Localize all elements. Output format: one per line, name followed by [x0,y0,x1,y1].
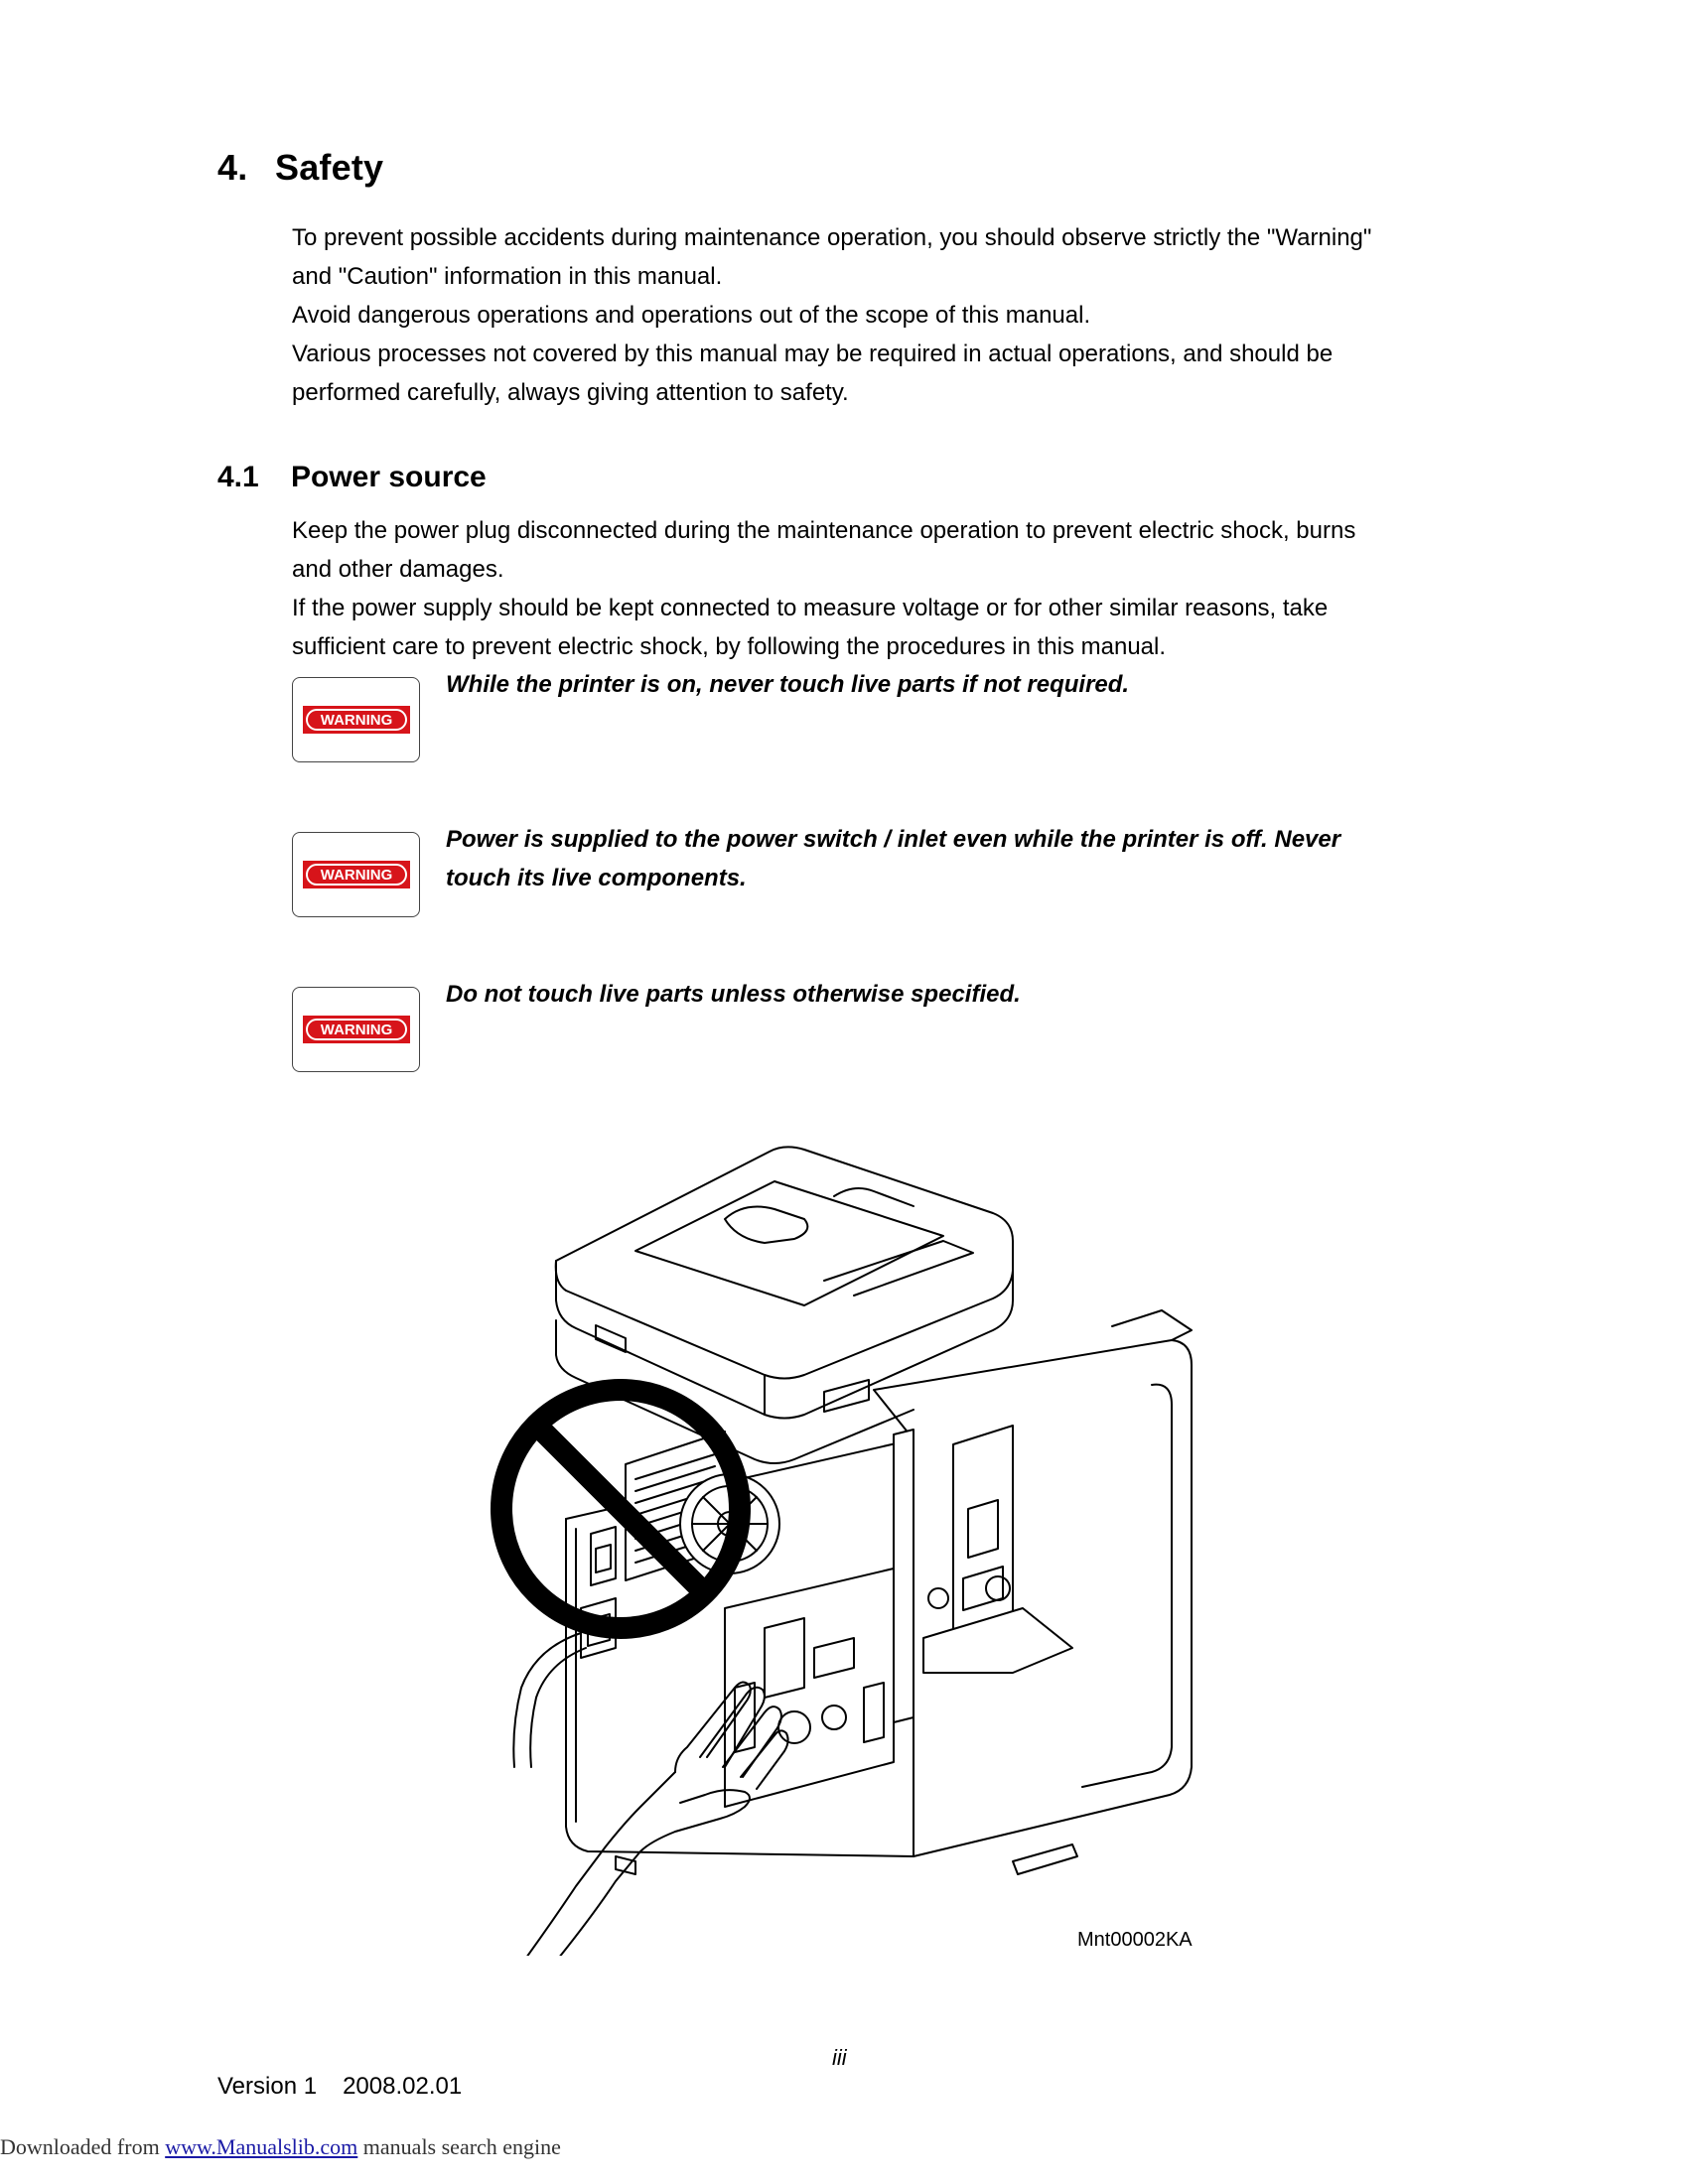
warning-notice [292,826,1483,923]
intro-line: and "Caution" information in this manual. [292,263,723,290]
warning-text [446,820,1459,897]
download-prefix: Downloaded from [0,2134,166,2159]
warning-badge-text: WARNING [320,867,393,884]
warning-label [292,832,420,917]
download-footer [0,2134,561,2160]
warning-text-line: Power is supplied to the power switch / inlet even while the printer is off. Never [446,826,1341,853]
intro-paragraph [292,218,1483,412]
warning-text [446,665,1459,704]
warning-badge-text: WARNING [320,1022,393,1038]
warning-text-line: While the printer is on, never touch live parts if not required. [446,671,1130,698]
download-suffix: manuals search engine [357,2134,561,2159]
version-date: 2008.02.01 [343,2073,463,2100]
warning-notice [292,981,1483,1078]
page-number: iii [832,2045,847,2070]
intro-line: Various processes not covered by this manual may be required in actual operations, and should be [292,341,1334,367]
section-number: 4. [217,147,248,188]
warning-notice [292,671,1483,768]
section-title: Safety [275,147,384,188]
warning-badge-icon [303,706,410,734]
figure-id: Mnt00002KA [1077,1929,1193,1951]
warning-label [292,677,420,762]
warning-badge-text: WARNING [320,712,393,729]
subsection-heading [217,461,487,494]
manualslib-link[interactable]: www.Manualslib.com [165,2134,358,2159]
power-line: and other damages. [292,556,504,583]
printer-rear-live-parts-icon [477,1132,1231,1956]
intro-line: performed carefully, always giving attention to safety. [292,379,849,406]
subsection-number: 4.1 [217,461,259,493]
version-label: Version 1 [217,2073,318,2100]
warning-badge-icon [303,861,410,888]
warning-badge-icon [303,1016,410,1043]
warning-text [446,975,1459,1014]
version-footer [217,2073,462,2101]
subsection-title: Power source [291,461,487,493]
warning-text-line: touch its live components. [446,865,747,891]
power-line: If the power supply should be kept connected to measure voltage or for other similar reasons, take [292,595,1329,621]
intro-line: Avoid dangerous operations and operations out of the scope of this manual. [292,302,1091,329]
power-line: Keep the power plug disconnected during the maintenance operation to prevent electric shock, burns [292,517,1356,544]
section-heading [217,147,383,189]
printer-illustration [477,1132,1231,1956]
intro-line: To prevent possible accidents during maintenance operation, you should observe strictly the "Warning" [292,224,1372,251]
warning-text-line: Do not touch live parts unless otherwise specified. [446,981,1021,1008]
power-line: sufficient care to prevent electric shock, by following the procedures in this manual. [292,633,1167,660]
warning-label [292,987,420,1072]
power-paragraph [292,511,1483,666]
